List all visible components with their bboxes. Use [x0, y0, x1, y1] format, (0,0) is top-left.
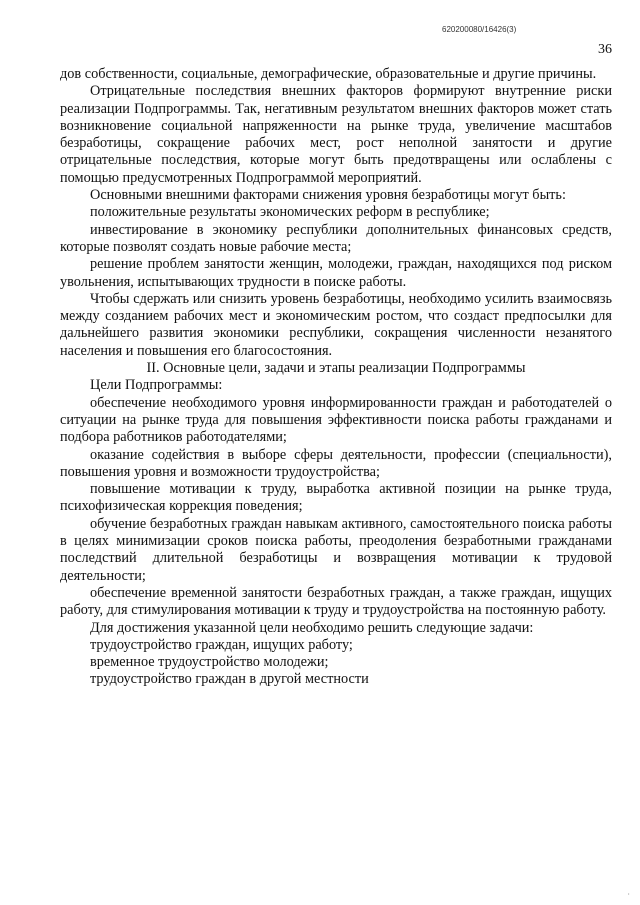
list-item: обеспечение необходимого уровня информированности граждан и работодателей о ситуации на рынке труда для повышения эффективности поиска работы гражданами и подбора работников работодателями; [60, 394, 612, 446]
list-item: трудоустройство граждан, ищущих работу; [90, 636, 353, 653]
list-item: трудоустройство граждан в другой местности [90, 671, 369, 688]
paragraph: Чтобы сдержать или снизить уровень безработицы, необходимо усилить взаимосвязь между созданием рабочих мест и экономическим ростом, что создаст предпосылки для дальнейшего развития экономики республики, сокращения численности незанятого населения и повышения его благосостояния. [60, 290, 612, 359]
paragraph: Для достижения указанной цели необходимо решить следующие задачи: [90, 619, 534, 636]
scan-mark: · [627, 890, 630, 899]
list-item: инвестирование в экономику республики дополнительных финансовых средств, которые позволят создать новые рабочие места; [60, 221, 612, 255]
document-body [60, 66, 612, 689]
list-item: положительные результаты экономических реформ в республике; [90, 204, 490, 221]
page-number: 36 [598, 42, 612, 57]
section-heading: II. Основные цели, задачи и этапы реализации Подпрограммы [146, 360, 526, 377]
list-item: оказание содействия в выборе сферы деятельности, профессии (специальности), повышения уровня и возможности трудоустройства; [60, 446, 612, 480]
document-code: 620200080/16426(3) [442, 25, 517, 34]
list-item: обучение безработных граждан навыкам активного, самостоятельного поиска работы в целях минимизации сроков поиска работы, преодоления безработными гражданами последствий длительной безработицы и возвращения мотивации к трудовой деятельности; [60, 515, 612, 584]
list-item: решение проблем занятости женщин, молодежи, граждан, находящихся под риском увольнения, испытывающих трудности в поиске работы. [60, 256, 612, 290]
list-item: обеспечение временной занятости безработных граждан, а также граждан, ищущих работу, для стимулирования мотивации к труду и трудоустройства на постоянную работу. [60, 584, 612, 619]
paragraph: дов собственности, социальные, демографические, образовательные и другие причины. [60, 66, 597, 82]
paragraph: Цели Подпрограммы: [90, 377, 223, 394]
list-item: временное трудоустройство молодежи; [90, 654, 329, 671]
paragraph: Отрицательные последствия внешних факторов формируют внутренние риски реализации Подпрограммы. Так, негативным результатом внешних факторов может стать возникновение социальной напряженности на рынке труда, увеличение масштабов безработицы, сокращение рабочих мест, рост неполной занятости и другие отрицательные последствия, которые могут быть предотвращены или ослаблены с помощью предусмотренных Подпрограммой мероприятий. [60, 83, 612, 186]
list-item: повышение мотивации к труду, выработка активной позиции на рынке труда, психофизическая коррекция поведения; [60, 481, 612, 515]
paragraph: Основными внешними факторами снижения уровня безработицы могут быть: [90, 187, 566, 204]
